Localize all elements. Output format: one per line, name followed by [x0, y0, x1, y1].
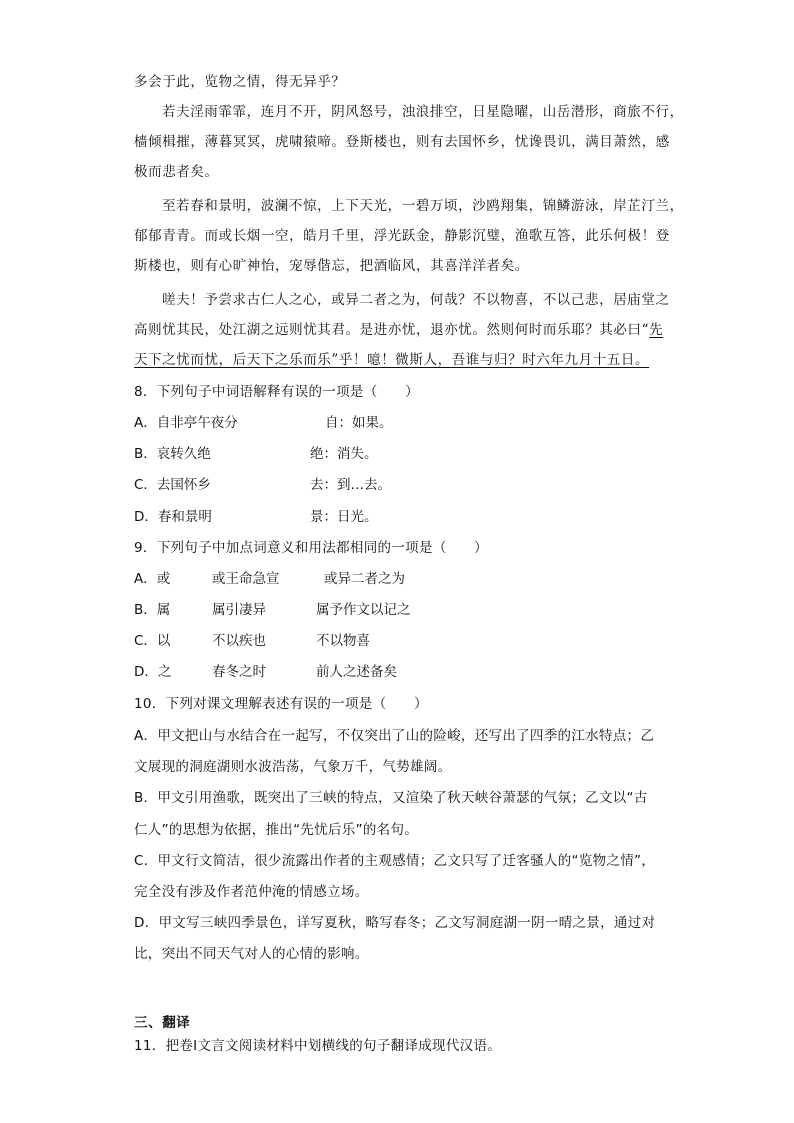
q10-option-b-line1: B．甲文引用渔歌，既突出了三峡的特点，又渲染了秋天峡谷萧瑟的气氛；乙文以“古: [134, 790, 648, 806]
passage-line: [162, 288, 670, 308]
q9-option-d-phrase1: 春冬之时: [212, 664, 266, 680]
passage-line: 郁郁青青。而或长烟一空，皓月千里，浮光跃金，静影沉璧，渔歌互答，此乐何极！登: [134, 228, 670, 244]
question-8-stem: 8．下列句子中词语解释有误的一项是（ ）: [134, 384, 419, 400]
passage-line: 若夫淫雨霏霏，连月不开，阴风怒号，浊浪排空，日星隐曜，山岳潜形，商旅不行，: [162, 104, 684, 120]
q9-option-c-phrase1: 不以疾也: [212, 633, 266, 649]
q9-option-d: D．之: [134, 664, 172, 680]
q8-option-b-explain: 绝：消失。: [310, 446, 378, 462]
passage-line: 多会于此，览物之情，得无异乎？: [134, 74, 346, 90]
underlined-sentence: 天下之忧而忧，后天下之乐而乐: [134, 352, 332, 368]
passage-line: [134, 318, 663, 338]
question-9-stem: 9．下列句子中加点词意义和用法都相同的一项是（ ）: [134, 540, 488, 556]
passage-text: 嗟夫！予尝求古仁人之心，或异二者之为，何哉？不以物喜，不以己悲，居庙堂之: [162, 292, 670, 308]
q10-option-d-line2: 比，突出不同天气对人的心情的影响。: [134, 946, 369, 962]
q8-option-b: B．哀转久绝: [134, 446, 211, 462]
passage-text: ”乎！噫！微斯人，吾谁与归？时六年九月十五日。: [331, 352, 650, 368]
passage-line: 至若春和景明，波澜不惊，上下天光，一碧万顷，沙鸥翔集，锦鳞游泳，岸芷汀兰，: [162, 198, 684, 214]
passage-line: 斯楼也，则有心旷神怡，宠辱偕忘，把酒临风，其喜洋洋者矣。: [134, 258, 529, 274]
q8-option-a: A．自非亭午夜分: [134, 415, 238, 431]
passage-line: 极而悲者矣。: [134, 164, 219, 180]
passage-line: [134, 348, 649, 368]
q8-option-c: C．去国怀乡: [134, 477, 211, 493]
q9-option-a-phrase1: 或王命急宣: [212, 571, 280, 587]
q9-option-a: A．或: [134, 571, 171, 587]
q10-option-c-line2: 完全没有涉及作者范仲淹的情感立场。: [134, 884, 369, 900]
q10-option-a-line2: 文展现的洞庭湖则水波浩荡，气象万千，气势雄阔。: [134, 759, 452, 775]
underlined-sentence: 先: [649, 322, 664, 338]
q9-option-b-phrase1: 属引凄异: [212, 602, 266, 618]
q9-option-c: C．以: [134, 633, 171, 649]
q10-option-c-line1: C．甲文行文简洁，很少流露出作者的主观感情；乙文只写了迁客骚人的“览物之情”，: [134, 853, 656, 869]
q8-option-d-explain: 景：日光。: [310, 509, 378, 525]
section-heading: 三、翻译: [134, 1015, 191, 1031]
q8-option-c-explain: 去：到…去。: [310, 477, 391, 493]
q9-option-a-phrase2: 或异二者之为: [324, 571, 405, 587]
q10-option-b-line2: 仁人”的思想为依据，推出“先忧后乐”的名句。: [134, 822, 419, 838]
q9-option-b: B．属: [134, 602, 171, 618]
question-10-stem: 10．下列对课文理解表述有误的一项是（ ）: [134, 696, 428, 712]
passage-text: 高则忧其民，处江湖之远则忧其君。是进亦忧，退亦忧。然则何时而乐耶？其必曰“: [134, 322, 650, 338]
q8-option-d: D．春和景明: [134, 509, 212, 525]
q10-option-a-line1: A．甲文把山与水结合在一起写，不仅突出了山的险峻，还写出了四季的江水特点；乙: [134, 728, 655, 744]
question-11-stem: 11．把卷Ⅰ文言文阅读材料中划横线的句子翻译成现代汉语。: [134, 1038, 502, 1054]
passage-line: 樯倾楫摧，薄暮冥冥，虎啸猿啼。登斯楼也，则有去国怀乡，忧谗畏讥，满目萧然，感: [134, 134, 670, 150]
q8-option-a-explain: 自：如果。: [325, 415, 393, 431]
q10-option-d-line1: D．甲文写三峡四季景色，详写夏秋，略写春冬；乙文写洞庭湖一阴一晴之景，通过对: [134, 915, 656, 931]
q9-option-c-phrase2: 不以物喜: [316, 633, 370, 649]
q9-option-b-phrase2: 属予作文以记之: [316, 602, 411, 618]
q9-option-d-phrase2: 前人之述备矣: [316, 664, 397, 680]
